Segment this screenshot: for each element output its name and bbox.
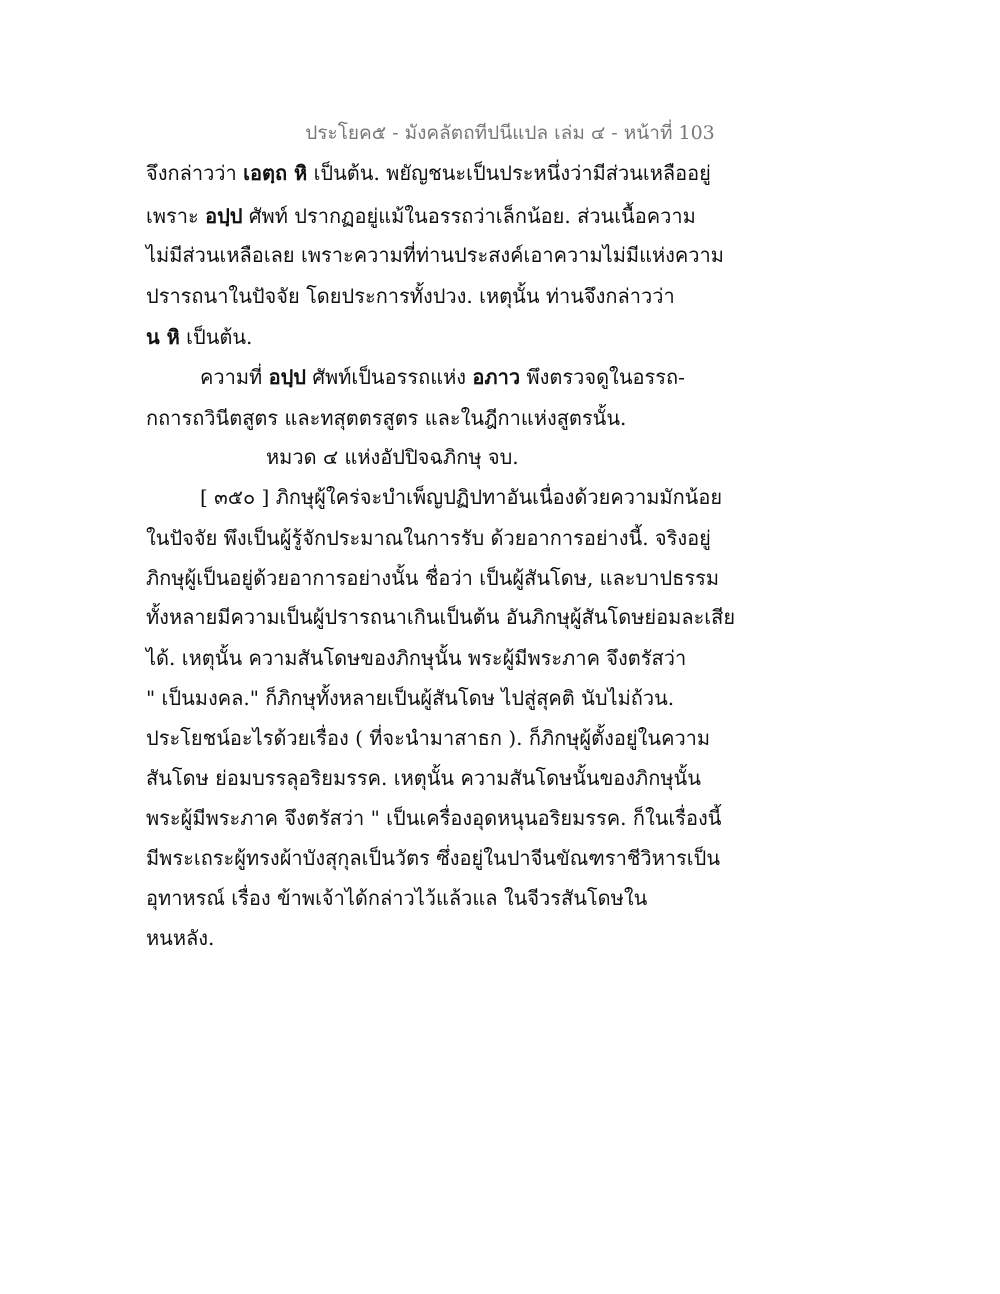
text-line: น หิ เป็นต้น. — [146, 325, 253, 349]
text-line: ทั้งหลายมีความเป็นผู้ปรารถนาเกินเป็นต้น อันภิกษุผู้สันโดษย่อมละเสีย — [146, 605, 736, 629]
text-line: [ ๓๕๐ ] ภิกษุผู้ใคร่จะบำเพ็ญปฏิปทาอันเนื่องด้วยความมักน้อย — [200, 485, 723, 509]
text-line: ภิกษุผู้เป็นอยู่ด้วยอาการอย่างนั้น ชื่อว่า เป็นผู้สันโดษ, และบาปธรรม — [146, 566, 720, 590]
text-line: สันโดษ ย่อมบรรลุอริยมรรค. เหตุนั้น ความสันโดษนั้นของภิกษุนั้น — [146, 766, 701, 790]
text-line: ประโยชน์อะไรด้วยเรื่อง ( ที่จะนำมาสาธก ). ก็ภิกษุผู้ตั้งอยู่ในความ — [146, 726, 711, 750]
text-line: อุทาหรณ์ เรื่อง ข้าพเจ้าได้กล่าวไว้แล้วแล ในจีวรสันโดษใน — [146, 886, 648, 910]
text-line: ปรารถนาในปัจจัย โดยประการทั้งปวง. เหตุนั้น ท่านจึงกล่าวว่า — [146, 284, 675, 308]
text-line: " เป็นมงคล." ก็ภิกษุทั้งหลายเป็นผู้สันโดษ ไปสู่สุคติ นับไม่ถ้วน. — [146, 686, 675, 710]
text-line: ไม่มีส่วนเหลือเลย เพราะความที่ท่านประสงค์เอาความไม่มีแห่งความ — [146, 243, 724, 267]
text-line: ความที่ อปฺป ศัพท์เป็นอรรถแห่ง อภาว พึงตรวจดูในอรรถ- — [200, 365, 685, 389]
text-line: กถารถวินีตสูตร และทสุตตรสูตร และในฎีกาแห่งสูตรนั้น. — [146, 406, 627, 430]
text-line: พระผู้มีพระภาค จึงตรัสว่า " เป็นเครื่องอุดหนุนอริยมรรค. ก็ในเรื่องนี้ — [146, 806, 722, 830]
text-line: ได้. เหตุนั้น ความสันโดษของภิกษุนั้น พระผู้มีพระภาค จึงตรัสว่า — [146, 646, 687, 670]
text-line: จึงกล่าวว่า เอตฺถ หิ เป็นต้น. พยัญชนะเป็นประหนึ่งว่ามีส่วนเหลืออยู่ — [146, 161, 711, 185]
text-line: เพราะ อปฺป ศัพท์ ปรากฏอยู่แม้ในอรรถว่าเล็กน้อย. ส่วนเนื้อความ — [146, 204, 696, 228]
text-line: มีพระเถระผู้ทรงผ้าบังสุกุลเป็นวัตร ซึ่งอยู่ในปาจีนขัณฑราชีวิหารเป็น — [146, 846, 720, 870]
text-line: ในปัจจัย พึงเป็นผู้รู้จักประมาณในการรับ ด้วยอาการอย่างนี้. จริงอยู่ — [146, 526, 711, 550]
running-header: ประโยค๕ - มังคลัตถทีปนีแปล เล่ม ๔ - หน้าที่ 103 — [305, 122, 715, 144]
section-end-line: หมวด ๔ แห่งอัปปิจฉภิกษุ จบ. — [266, 445, 519, 469]
text-line: หนหลัง. — [146, 926, 215, 950]
